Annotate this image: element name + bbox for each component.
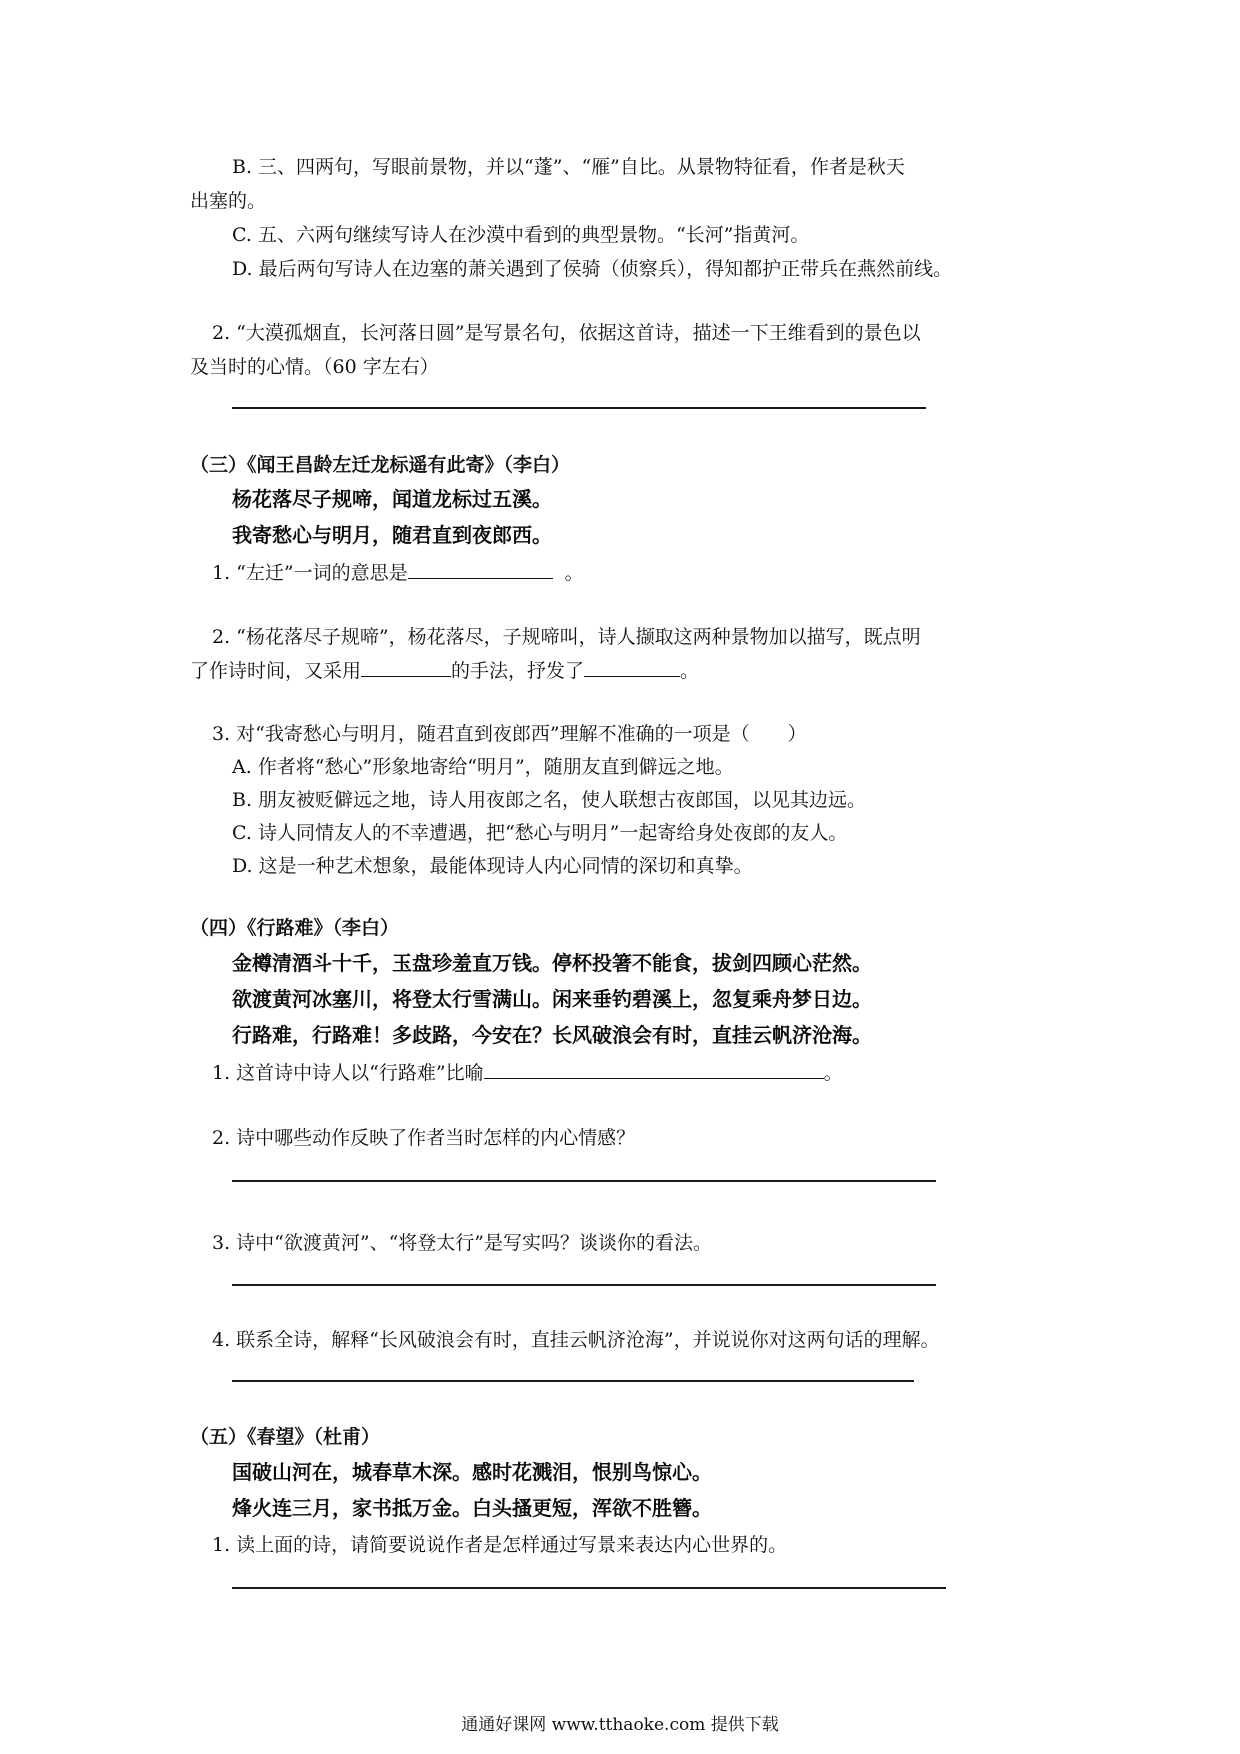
question-text: 的手法，抒发了: [451, 660, 585, 682]
option-b-line1: B. 三、四两句，写眼前景物，并以“蓬”、“雁”自比。从景物特征看，作者是秋天: [232, 156, 905, 178]
answer-line[interactable]: [232, 1180, 936, 1182]
section-4-heading: [190, 915, 399, 941]
option-a: A. 作者将“愁心”形象地寄给“明月”，随朋友直到僻远之地。: [232, 756, 734, 778]
poem-title: 《闻王昌龄左迁龙标遥有此寄》: [247, 454, 504, 476]
poem-line: 杨花落尽子规啼，闻道龙标过五溪。: [232, 487, 552, 511]
fill-blank[interactable]: [484, 1060, 824, 1079]
question-2-line2: 及当时的心情。（60 字左右）: [190, 356, 439, 378]
section-5-heading: [190, 1424, 380, 1450]
poem-title: 《行路难》: [247, 917, 333, 939]
option-b-line2: 出塞的。: [190, 190, 267, 212]
fill-blank[interactable]: [361, 658, 451, 677]
answer-line[interactable]: [232, 407, 926, 409]
question-text: 了作诗时间，又采用: [190, 660, 362, 682]
question-4: 4. 联系全诗，解释“长风破浪会有时，直挂云帆济沧海”，并说说你对这两句话的理解。: [212, 1329, 940, 1351]
question-text: 。: [823, 1062, 843, 1084]
question-1: [212, 1060, 843, 1086]
section-3-heading: [190, 452, 570, 478]
option-c: C. 诗人同情友人的不幸遭遇，把“愁心与明月”一起寄给身处夜郎的友人。: [232, 822, 848, 844]
section-number: （四）: [190, 917, 248, 939]
question-1: [212, 560, 584, 586]
poem-line: 烽火连三月，家书抵万金。白头搔更短，浑欲不胜簪。: [232, 1496, 712, 1520]
answer-line[interactable]: [232, 1284, 936, 1286]
page-footer: 通通好课网 www.tthaoke.com 提供下载: [461, 1715, 779, 1735]
answer-line[interactable]: [232, 1587, 946, 1589]
question-text: 1. 这首诗中诗人以“行路难”比喻: [212, 1062, 484, 1084]
poem-author: （杜甫）: [313, 1426, 381, 1448]
question-text: 1. “左迁”一词的意思是: [212, 562, 408, 584]
fill-blank[interactable]: [584, 658, 680, 677]
question-3: 3. 对“我寄愁心与明月，随君直到夜郎西”理解不准确的一项是（ ）: [212, 723, 807, 745]
option-d: D. 最后两句写诗人在边塞的萧关遇到了侯骑（侦察兵），得知都护正带兵在燕然前线。: [232, 258, 953, 280]
poem-line: 金樽清酒斗十千，玉盘珍羞直万钱。停杯投箸不能食，拔剑四顾心茫然。: [232, 951, 872, 975]
question-2: 2. 诗中哪些动作反映了作者当时怎样的内心情感？: [212, 1127, 636, 1149]
question-3: 3. 诗中“欲渡黄河”、“将登太行”是写实吗？谈谈你的看法。: [212, 1232, 713, 1254]
poem-line: 欲渡黄河冰塞川，将登太行雪满山。闲来垂钓碧溪上，忽复乘舟梦日边。: [232, 987, 872, 1011]
option-b: B. 朋友被贬僻远之地，诗人用夜郎之名，使人联想古夜郎国，以见其边远。: [232, 789, 867, 811]
section-number: （五）: [190, 1426, 248, 1448]
answer-line[interactable]: [232, 1380, 914, 1382]
question-text: 。: [680, 660, 700, 682]
question-2-line2: [190, 658, 699, 684]
section-number: （三）: [190, 454, 248, 476]
poem-line: 国破山河在，城春草木深。感时花溅泪，恨别鸟惊心。: [232, 1460, 712, 1484]
poem-author: （李白）: [503, 454, 571, 476]
poem-line: 我寄愁心与明月，随君直到夜郎西。: [232, 523, 552, 547]
poem-author: （李白）: [332, 917, 400, 939]
question-2-line1: 2. “杨花落尽子规啼”，杨花落尽，子规啼叫，诗人撷取这两种景物加以描写，既点明: [212, 626, 921, 648]
fill-blank[interactable]: [408, 560, 553, 579]
poem-line: 行路难，行路难！多歧路，今安在？长风破浪会有时，直挂云帆济沧海。: [232, 1023, 872, 1047]
option-d: D. 这是一种艺术想象，最能体现诗人内心同情的深切和真挚。: [232, 855, 753, 877]
question-text: 。: [564, 562, 584, 584]
question-1: 1. 读上面的诗，请简要说说作者是怎样通过写景来表达内心世界的。: [212, 1534, 788, 1556]
poem-title: 《春望》: [247, 1426, 314, 1448]
option-c: C. 五、六两句继续写诗人在沙漠中看到的典型景物。“长河”指黄河。: [232, 224, 810, 246]
question-2-line1: 2. “大漠孤烟直，长河落日圆”是写景名句，依据这首诗，描述一下王维看到的景色以: [212, 322, 921, 344]
